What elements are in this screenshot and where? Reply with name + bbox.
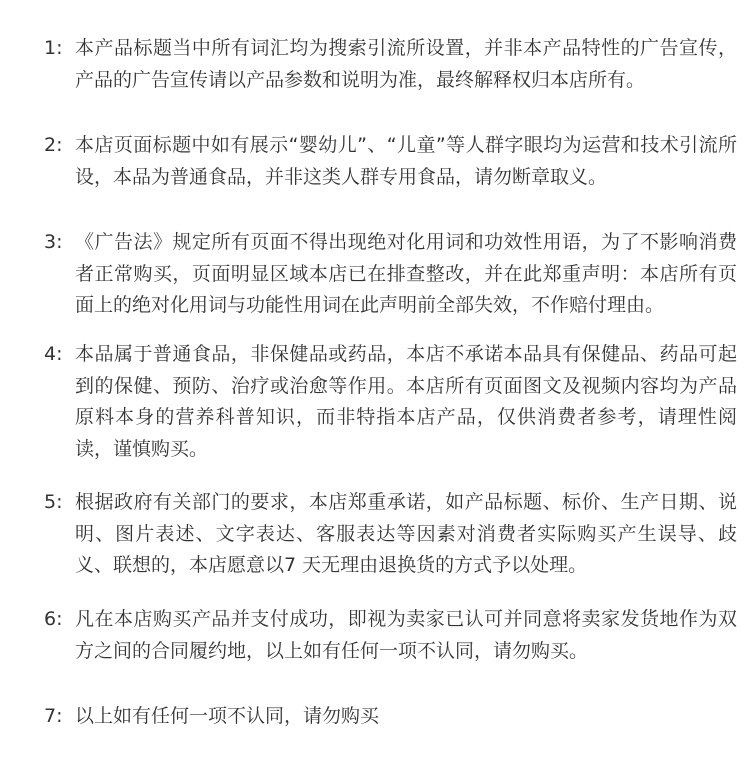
item-text: 本品属于普通食品，非保健品或药品，本店不承诺本品具有保健品、药品可起到的保健、预防、治疗或治愈等作用。本店所有页面图文及视频内容均为产品原料本身的营养科普知识，而非特指本店产品，仅供消费者参考，请理性阅读，谨慎购买。 <box>75 343 737 460</box>
disclaimer-item <box>44 701 744 733</box>
item-number: 6: <box>44 608 63 630</box>
item-text: 本店页面标题中如有展示“婴幼儿”、“儿童”等人群字眼均为运营和技术引流所设，本品为普通食品，并非这类人群专用食品，请勿断章取义。 <box>75 134 737 188</box>
disclaimer-item <box>44 33 744 96</box>
item-text: 凡在本店购买产品并支付成功，即视为卖家已认可并同意将卖家发货地作为双方之间的合同履约地，以上如有任何一项不认同，请勿购买。 <box>75 608 737 662</box>
disclaimer-item <box>44 487 744 582</box>
item-number: 3: <box>44 231 63 253</box>
disclaimer-item <box>44 130 744 193</box>
disclaimer-item <box>44 339 744 465</box>
item-text: 根据政府有关部门的要求，本店郑重承诺，如产品标题、标价、生产日期、说明、图片表述、文字表达、客服表达等因素对消费者实际购买产生误导、歧义、联想的，本店愿意以7 天无理由退换货的方式予以处理。 <box>75 491 737 576</box>
item-number: 7: <box>44 705 63 727</box>
item-number: 1: <box>44 37 63 59</box>
disclaimer-item <box>44 227 744 322</box>
disclaimer-item <box>44 604 744 667</box>
item-number: 4: <box>44 343 63 365</box>
item-number: 5: <box>44 491 63 513</box>
item-text: 本产品标题当中所有词汇均为搜索引流所设置，并非本产品特性的广告宣传，产品的广告宣传请以产品参数和说明为准，最终解释权归本店所有。 <box>75 37 737 91</box>
item-text: 《广告法》规定所有页面不得出现绝对化用词和功效性用语，为了不影响消费者正常购买，页面明显区域本店已在排查整改，并在此郑重声明：本店所有页面上的绝对化用词与功能性用词在此声明前全部失效，不作赔付理由。 <box>75 231 737 316</box>
item-number: 2: <box>44 134 63 156</box>
item-text: 以上如有任何一项不认同，请勿购买 <box>75 705 380 727</box>
